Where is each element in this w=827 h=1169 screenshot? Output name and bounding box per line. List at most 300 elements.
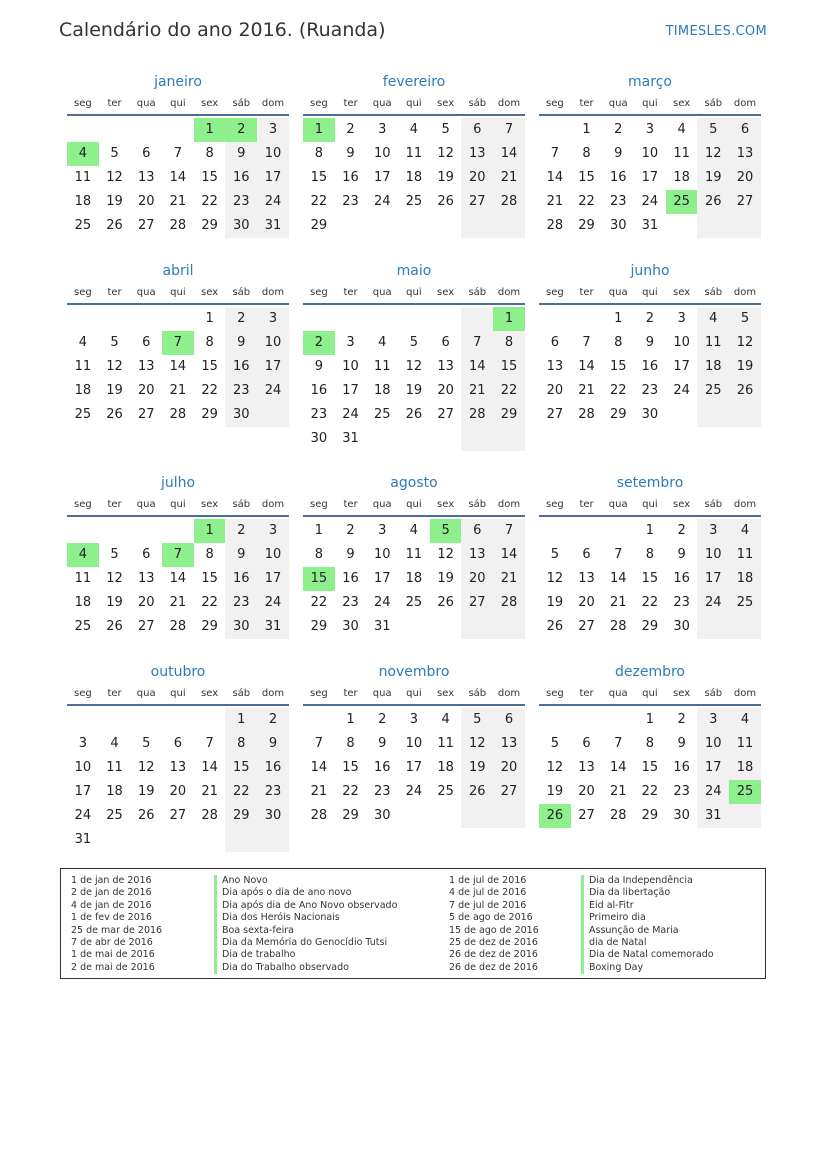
day-cell[interactable]: 9 xyxy=(346,146,355,161)
day-cell[interactable]: 10 xyxy=(257,543,289,567)
day-cell[interactable]: 13 xyxy=(493,732,525,756)
day-cell[interactable]: 6 xyxy=(461,118,493,142)
day-cell[interactable]: 17 xyxy=(373,571,391,586)
day-cell[interactable]: 27 xyxy=(137,407,155,422)
day-cell[interactable]: 7 xyxy=(582,335,591,350)
day-cell[interactable]: 25 xyxy=(729,591,761,615)
day-cell[interactable]: 22 xyxy=(641,595,659,610)
day-cell[interactable]: 10 xyxy=(373,146,391,161)
day-cell[interactable]: 19 xyxy=(546,784,564,799)
day-cell[interactable]: 16 xyxy=(673,760,690,775)
day-cell[interactable]: 6 xyxy=(142,146,151,161)
day-cell[interactable]: 9 xyxy=(314,359,323,374)
day-cell[interactable]: 21 xyxy=(169,383,187,398)
day-cell[interactable]: 16 xyxy=(225,355,257,379)
day-cell[interactable]: 17 xyxy=(257,355,289,379)
day-cell[interactable]: 18 xyxy=(405,170,423,185)
day-cell[interactable]: 14 xyxy=(493,142,525,166)
day-cell[interactable]: 2 xyxy=(677,712,686,727)
day-cell[interactable]: 23 xyxy=(225,379,257,403)
day-cell[interactable]: 17 xyxy=(641,170,659,185)
holiday-day[interactable]: 4 xyxy=(67,543,99,567)
day-cell[interactable]: 12 xyxy=(405,359,423,374)
day-cell[interactable]: 11 xyxy=(74,571,92,586)
day-cell[interactable]: 19 xyxy=(461,756,493,780)
day-cell[interactable]: 23 xyxy=(342,595,359,610)
day-cell[interactable]: 29 xyxy=(641,619,659,634)
day-cell[interactable]: 13 xyxy=(137,571,155,586)
day-cell[interactable]: 7 xyxy=(205,736,214,751)
day-cell[interactable]: 11 xyxy=(729,543,761,567)
day-cell[interactable]: 12 xyxy=(461,732,493,756)
day-cell[interactable]: 12 xyxy=(106,571,123,586)
day-cell[interactable]: 28 xyxy=(493,591,525,615)
day-cell[interactable]: 19 xyxy=(546,595,564,610)
day-cell[interactable]: 21 xyxy=(461,379,493,403)
day-cell[interactable]: 26 xyxy=(729,379,761,403)
holiday-day[interactable]: 5 xyxy=(430,519,462,543)
day-cell[interactable]: 17 xyxy=(697,756,729,780)
day-cell[interactable]: 11 xyxy=(405,146,423,161)
day-cell[interactable]: 10 xyxy=(641,146,659,161)
day-cell[interactable]: 6 xyxy=(729,118,761,142)
day-cell[interactable]: 24 xyxy=(373,194,391,209)
day-cell[interactable]: 26 xyxy=(106,218,123,233)
day-cell[interactable]: 29 xyxy=(342,808,359,823)
day-cell[interactable]: 5 xyxy=(729,307,761,331)
day-cell[interactable]: 23 xyxy=(373,784,391,799)
day-cell[interactable]: 27 xyxy=(546,407,564,422)
day-cell[interactable]: 1 xyxy=(582,122,591,137)
day-cell[interactable]: 29 xyxy=(201,218,218,233)
day-cell[interactable]: 5 xyxy=(110,335,119,350)
day-cell[interactable]: 2 xyxy=(346,523,355,538)
day-cell[interactable]: 13 xyxy=(137,359,155,374)
day-cell[interactable]: 15 xyxy=(310,170,328,185)
day-cell[interactable]: 13 xyxy=(578,571,595,586)
day-cell[interactable]: 24 xyxy=(342,407,359,422)
day-cell[interactable]: 9 xyxy=(257,732,289,756)
day-cell[interactable]: 5 xyxy=(409,335,419,350)
day-cell[interactable]: 13 xyxy=(546,359,564,374)
day-cell[interactable]: 14 xyxy=(609,760,627,775)
day-cell[interactable]: 19 xyxy=(106,595,123,610)
day-cell[interactable]: 14 xyxy=(578,359,595,374)
day-cell[interactable]: 29 xyxy=(225,804,257,828)
day-cell[interactable]: 18 xyxy=(405,571,423,586)
day-cell[interactable]: 7 xyxy=(614,736,623,751)
day-cell[interactable]: 2 xyxy=(346,122,355,137)
day-cell[interactable]: 13 xyxy=(169,760,187,775)
day-cell[interactable]: 20 xyxy=(461,166,493,190)
day-cell[interactable]: 1 xyxy=(346,712,355,727)
day-cell[interactable]: 6 xyxy=(461,519,493,543)
day-cell[interactable]: 19 xyxy=(106,194,123,209)
day-cell[interactable]: 7 xyxy=(614,547,623,562)
day-cell[interactable]: 10 xyxy=(342,359,359,374)
day-cell[interactable]: 22 xyxy=(342,784,359,799)
day-cell[interactable]: 14 xyxy=(493,543,525,567)
day-cell[interactable]: 27 xyxy=(461,591,493,615)
day-cell[interactable]: 25 xyxy=(74,619,92,634)
day-cell[interactable]: 8 xyxy=(346,736,355,751)
day-cell[interactable]: 10 xyxy=(405,736,423,751)
day-cell[interactable]: 20 xyxy=(729,166,761,190)
day-cell[interactable]: 9 xyxy=(677,547,686,562)
holiday-day[interactable]: 25 xyxy=(666,190,698,214)
day-cell[interactable]: 4 xyxy=(110,736,119,751)
day-cell[interactable]: 13 xyxy=(137,170,155,185)
day-cell[interactable]: 28 xyxy=(461,403,493,427)
day-cell[interactable]: 25 xyxy=(373,407,391,422)
day-cell[interactable]: 31 xyxy=(74,832,92,847)
day-cell[interactable]: 14 xyxy=(169,571,187,586)
holiday-day[interactable]: 7 xyxy=(162,331,194,355)
day-cell[interactable]: 25 xyxy=(405,194,423,209)
day-cell[interactable]: 24 xyxy=(641,194,659,209)
day-cell[interactable]: 21 xyxy=(578,383,595,398)
day-cell[interactable]: 27 xyxy=(493,780,525,804)
day-cell[interactable]: 7 xyxy=(461,331,493,355)
day-cell[interactable]: 16 xyxy=(342,170,359,185)
day-cell[interactable]: 20 xyxy=(137,194,155,209)
day-cell[interactable]: 16 xyxy=(225,567,257,591)
day-cell[interactable]: 6 xyxy=(493,708,525,732)
day-cell[interactable]: 30 xyxy=(225,615,257,639)
day-cell[interactable]: 5 xyxy=(461,708,493,732)
day-cell[interactable]: 6 xyxy=(582,736,591,751)
day-cell[interactable]: 10 xyxy=(257,142,289,166)
day-cell[interactable]: 11 xyxy=(437,736,454,751)
day-cell[interactable]: 28 xyxy=(493,190,525,214)
day-cell[interactable]: 16 xyxy=(342,571,359,586)
day-cell[interactable]: 21 xyxy=(609,595,627,610)
day-cell[interactable]: 23 xyxy=(342,194,359,209)
day-cell[interactable]: 16 xyxy=(310,383,328,398)
day-cell[interactable]: 7 xyxy=(493,519,525,543)
day-cell[interactable]: 4 xyxy=(378,335,387,350)
day-cell[interactable]: 10 xyxy=(697,543,729,567)
day-cell[interactable]: 1 xyxy=(205,311,214,326)
day-cell[interactable]: 10 xyxy=(697,732,729,756)
day-cell[interactable]: 14 xyxy=(461,355,493,379)
day-cell[interactable]: 9 xyxy=(614,146,623,161)
day-cell[interactable]: 29 xyxy=(201,619,218,634)
day-cell[interactable]: 29 xyxy=(201,407,218,422)
day-cell[interactable]: 16 xyxy=(673,571,690,586)
day-cell[interactable]: 5 xyxy=(110,146,119,161)
day-cell[interactable]: 19 xyxy=(697,166,729,190)
day-cell[interactable]: 22 xyxy=(310,595,328,610)
day-cell[interactable]: 18 xyxy=(74,383,92,398)
day-cell[interactable]: 24 xyxy=(257,591,289,615)
day-cell[interactable]: 15 xyxy=(342,760,359,775)
day-cell[interactable]: 12 xyxy=(437,146,454,161)
day-cell[interactable]: 10 xyxy=(673,335,690,350)
day-cell[interactable]: 22 xyxy=(201,383,218,398)
holiday-day[interactable]: 1 xyxy=(493,307,525,331)
day-cell[interactable]: 21 xyxy=(201,784,218,799)
day-cell[interactable]: 29 xyxy=(310,218,328,233)
holiday-day[interactable]: 7 xyxy=(162,543,194,567)
day-cell[interactable]: 8 xyxy=(645,547,655,562)
day-cell[interactable]: 2 xyxy=(378,712,387,727)
day-cell[interactable]: 7 xyxy=(314,736,323,751)
day-cell[interactable]: 15 xyxy=(641,571,659,586)
day-cell[interactable]: 20 xyxy=(137,383,155,398)
day-cell[interactable]: 29 xyxy=(310,619,328,634)
day-cell[interactable]: 31 xyxy=(257,214,289,238)
day-cell[interactable]: 8 xyxy=(314,547,323,562)
day-cell[interactable]: 25 xyxy=(697,379,729,403)
day-cell[interactable]: 17 xyxy=(697,567,729,591)
day-cell[interactable]: 19 xyxy=(729,355,761,379)
day-cell[interactable]: 17 xyxy=(673,359,690,374)
day-cell[interactable]: 5 xyxy=(110,547,119,562)
day-cell[interactable]: 27 xyxy=(169,808,187,823)
day-cell[interactable]: 12 xyxy=(729,331,761,355)
day-cell[interactable]: 16 xyxy=(641,359,659,374)
day-cell[interactable]: 3 xyxy=(257,307,289,331)
day-cell[interactable]: 13 xyxy=(729,142,761,166)
day-cell[interactable]: 1 xyxy=(614,311,623,326)
day-cell[interactable]: 24 xyxy=(74,808,92,823)
day-cell[interactable]: 17 xyxy=(74,784,92,799)
day-cell[interactable]: 12 xyxy=(106,359,123,374)
day-cell[interactable]: 24 xyxy=(257,379,289,403)
day-cell[interactable]: 9 xyxy=(346,547,355,562)
day-cell[interactable]: 14 xyxy=(169,359,187,374)
day-cell[interactable]: 4 xyxy=(409,523,419,538)
day-cell[interactable]: 9 xyxy=(225,142,257,166)
day-cell[interactable]: 28 xyxy=(609,619,627,634)
day-cell[interactable]: 2 xyxy=(257,708,289,732)
day-cell[interactable]: 21 xyxy=(493,567,525,591)
day-cell[interactable]: 3 xyxy=(409,712,419,727)
day-cell[interactable]: 18 xyxy=(437,760,454,775)
day-cell[interactable]: 2 xyxy=(225,519,257,543)
day-cell[interactable]: 20 xyxy=(578,595,595,610)
day-cell[interactable]: 29 xyxy=(609,407,627,422)
day-cell[interactable]: 28 xyxy=(310,808,328,823)
day-cell[interactable]: 13 xyxy=(578,760,595,775)
day-cell[interactable]: 21 xyxy=(169,194,187,209)
day-cell[interactable]: 3 xyxy=(378,122,387,137)
day-cell[interactable]: 31 xyxy=(641,218,659,233)
day-cell[interactable]: 26 xyxy=(405,407,423,422)
day-cell[interactable]: 27 xyxy=(137,218,155,233)
day-cell[interactable]: 23 xyxy=(225,190,257,214)
holiday-day[interactable]: 4 xyxy=(67,142,99,166)
day-cell[interactable]: 2 xyxy=(645,311,655,326)
day-cell[interactable]: 23 xyxy=(673,595,690,610)
day-cell[interactable]: 22 xyxy=(609,383,627,398)
day-cell[interactable]: 20 xyxy=(137,595,155,610)
day-cell[interactable]: 31 xyxy=(342,431,359,446)
day-cell[interactable]: 29 xyxy=(641,808,659,823)
day-cell[interactable]: 1 xyxy=(645,712,655,727)
day-cell[interactable]: 9 xyxy=(225,543,257,567)
day-cell[interactable]: 17 xyxy=(373,170,391,185)
day-cell[interactable]: 26 xyxy=(137,808,155,823)
day-cell[interactable]: 20 xyxy=(578,784,595,799)
day-cell[interactable]: 15 xyxy=(641,760,659,775)
day-cell[interactable]: 30 xyxy=(641,407,659,422)
day-cell[interactable]: 22 xyxy=(578,194,595,209)
day-cell[interactable]: 27 xyxy=(578,808,595,823)
day-cell[interactable]: 6 xyxy=(441,335,450,350)
day-cell[interactable]: 12 xyxy=(106,170,123,185)
day-cell[interactable]: 20 xyxy=(437,383,454,398)
day-cell[interactable]: 9 xyxy=(645,335,655,350)
holiday-day[interactable]: 1 xyxy=(303,118,335,142)
day-cell[interactable]: 8 xyxy=(205,335,214,350)
day-cell[interactable]: 8 xyxy=(205,547,214,562)
day-cell[interactable]: 20 xyxy=(493,756,525,780)
day-cell[interactable]: 4 xyxy=(409,122,419,137)
day-cell[interactable]: 6 xyxy=(142,335,151,350)
day-cell[interactable]: 11 xyxy=(106,760,123,775)
day-cell[interactable]: 28 xyxy=(169,407,187,422)
day-cell[interactable]: 29 xyxy=(493,403,525,427)
holiday-day[interactable]: 25 xyxy=(729,780,761,804)
day-cell[interactable]: 11 xyxy=(373,359,391,374)
day-cell[interactable]: 27 xyxy=(578,619,595,634)
day-cell[interactable]: 21 xyxy=(609,784,627,799)
day-cell[interactable]: 30 xyxy=(257,804,289,828)
day-cell[interactable]: 15 xyxy=(493,355,525,379)
day-cell[interactable]: 22 xyxy=(201,194,218,209)
day-cell[interactable]: 20 xyxy=(546,383,564,398)
day-cell[interactable]: 26 xyxy=(461,780,493,804)
day-cell[interactable]: 22 xyxy=(641,784,659,799)
day-cell[interactable]: 25 xyxy=(106,808,123,823)
day-cell[interactable]: 19 xyxy=(137,784,155,799)
day-cell[interactable]: 12 xyxy=(697,142,729,166)
day-cell[interactable]: 3 xyxy=(697,708,729,732)
holiday-day[interactable]: 15 xyxy=(303,567,335,591)
day-cell[interactable]: 28 xyxy=(169,619,187,634)
day-cell[interactable]: 15 xyxy=(578,170,595,185)
holiday-day[interactable]: 1 xyxy=(194,118,226,142)
day-cell[interactable]: 5 xyxy=(550,547,559,562)
day-cell[interactable]: 25 xyxy=(74,407,92,422)
day-cell[interactable]: 4 xyxy=(729,708,761,732)
day-cell[interactable]: 26 xyxy=(697,190,729,214)
day-cell[interactable]: 18 xyxy=(729,567,761,591)
day-cell[interactable]: 28 xyxy=(546,218,564,233)
day-cell[interactable]: 8 xyxy=(225,732,257,756)
day-cell[interactable]: 18 xyxy=(673,170,690,185)
day-cell[interactable]: 11 xyxy=(673,146,690,161)
day-cell[interactable]: 5 xyxy=(697,118,729,142)
holiday-day[interactable]: 26 xyxy=(539,804,571,828)
day-cell[interactable]: 27 xyxy=(437,407,454,422)
day-cell[interactable]: 15 xyxy=(609,359,627,374)
day-cell[interactable]: 6 xyxy=(173,736,183,751)
day-cell[interactable]: 26 xyxy=(546,619,564,634)
day-cell[interactable]: 30 xyxy=(310,431,328,446)
day-cell[interactable]: 10 xyxy=(74,760,92,775)
day-cell[interactable]: 22 xyxy=(225,780,257,804)
day-cell[interactable]: 9 xyxy=(677,736,686,751)
day-cell[interactable]: 19 xyxy=(405,383,423,398)
day-cell[interactable]: 16 xyxy=(373,760,391,775)
day-cell[interactable]: 23 xyxy=(609,194,627,209)
day-cell[interactable]: 8 xyxy=(205,146,214,161)
day-cell[interactable]: 12 xyxy=(437,547,454,562)
day-cell[interactable]: 11 xyxy=(74,170,92,185)
day-cell[interactable]: 13 xyxy=(461,142,493,166)
brand-link[interactable]: TIMESLES.COM xyxy=(665,24,767,39)
day-cell[interactable]: 14 xyxy=(609,571,627,586)
day-cell[interactable]: 23 xyxy=(641,383,659,398)
day-cell[interactable]: 16 xyxy=(609,170,627,185)
day-cell[interactable]: 6 xyxy=(550,335,559,350)
day-cell[interactable]: 11 xyxy=(405,547,423,562)
day-cell[interactable]: 2 xyxy=(614,122,623,137)
day-cell[interactable]: 7 xyxy=(173,146,183,161)
day-cell[interactable]: 14 xyxy=(169,170,187,185)
day-cell[interactable]: 12 xyxy=(546,571,564,586)
day-cell[interactable]: 12 xyxy=(546,760,564,775)
day-cell[interactable]: 18 xyxy=(729,756,761,780)
day-cell[interactable]: 30 xyxy=(673,808,690,823)
day-cell[interactable]: 10 xyxy=(373,547,391,562)
day-cell[interactable]: 30 xyxy=(673,619,690,634)
day-cell[interactable]: 14 xyxy=(310,760,328,775)
day-cell[interactable]: 30 xyxy=(373,808,391,823)
day-cell[interactable]: 15 xyxy=(201,359,218,374)
day-cell[interactable]: 27 xyxy=(729,190,761,214)
day-cell[interactable]: 21 xyxy=(169,595,187,610)
day-cell[interactable]: 11 xyxy=(74,359,92,374)
day-cell[interactable]: 12 xyxy=(137,760,155,775)
day-cell[interactable]: 25 xyxy=(405,595,423,610)
day-cell[interactable]: 24 xyxy=(697,780,729,804)
day-cell[interactable]: 17 xyxy=(257,166,289,190)
day-cell[interactable]: 16 xyxy=(225,166,257,190)
day-cell[interactable]: 26 xyxy=(106,407,123,422)
holiday-day[interactable]: 2 xyxy=(303,331,335,355)
day-cell[interactable]: 8 xyxy=(614,335,623,350)
day-cell[interactable]: 22 xyxy=(201,595,218,610)
day-cell[interactable]: 29 xyxy=(578,218,595,233)
day-cell[interactable]: 3 xyxy=(645,122,655,137)
day-cell[interactable]: 9 xyxy=(225,331,257,355)
day-cell[interactable]: 18 xyxy=(74,194,92,209)
day-cell[interactable]: 15 xyxy=(225,756,257,780)
day-cell[interactable]: 17 xyxy=(342,383,359,398)
day-cell[interactable]: 31 xyxy=(697,804,729,828)
day-cell[interactable]: 8 xyxy=(314,146,323,161)
day-cell[interactable]: 1 xyxy=(314,523,323,538)
day-cell[interactable]: 4 xyxy=(441,712,450,727)
day-cell[interactable]: 30 xyxy=(225,403,257,427)
day-cell[interactable]: 21 xyxy=(546,194,564,209)
day-cell[interactable]: 23 xyxy=(673,784,690,799)
day-cell[interactable]: 24 xyxy=(405,784,423,799)
day-cell[interactable]: 13 xyxy=(461,543,493,567)
day-cell[interactable]: 31 xyxy=(373,619,391,634)
day-cell[interactable]: 24 xyxy=(257,190,289,214)
day-cell[interactable]: 31 xyxy=(257,615,289,639)
day-cell[interactable]: 7 xyxy=(550,146,559,161)
day-cell[interactable]: 4 xyxy=(697,307,729,331)
day-cell[interactable]: 7 xyxy=(493,118,525,142)
day-cell[interactable]: 8 xyxy=(493,331,525,355)
day-cell[interactable]: 18 xyxy=(373,383,391,398)
